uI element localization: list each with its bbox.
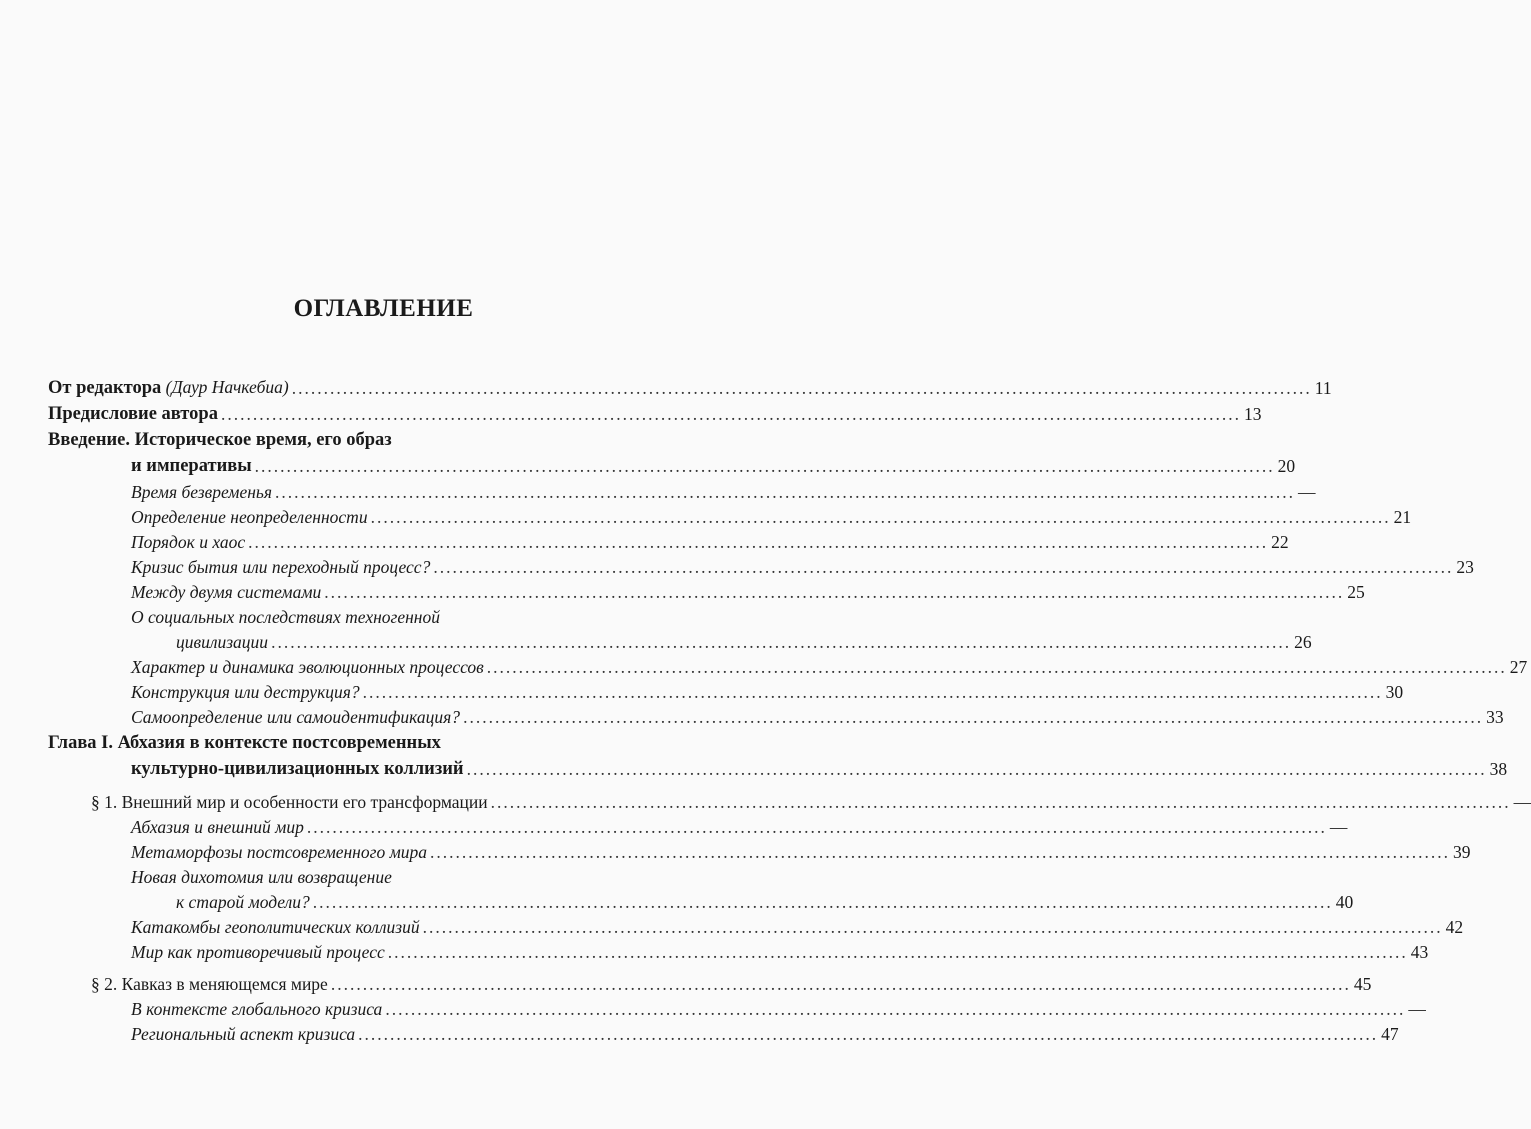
toc-entry — [131, 530, 1289, 554]
toc-entry-preface — [48, 402, 1262, 426]
dot-leader: ................................................................................................................................................................ — [486, 657, 1507, 677]
dot-leader: ................................................................................................................................................................ — [324, 582, 1345, 602]
toc-entry-label: Определение неопределенности — [131, 507, 368, 527]
dot-leader: ................................................................................................................................................................ — [430, 842, 1450, 862]
toc-page-number: 42 — [1445, 917, 1464, 937]
toc-page-number: 11 — [1314, 378, 1332, 398]
dot-leader: ................................................................................................................................................................ — [387, 942, 1408, 962]
toc-page-number: 26 — [1294, 632, 1312, 652]
dot-leader: ................................................................................................................................................................ — [254, 456, 1275, 476]
toc-entry-label: § 1. Внешний мир и особенности его трансформации — [91, 792, 488, 812]
toc-entry-section-1 — [91, 790, 1531, 814]
dot-leader: ................................................................................................................................................................ — [271, 632, 1292, 652]
toc-entry-label: и императивы — [131, 456, 252, 476]
toc-page-number: — — [1298, 482, 1316, 502]
dot-leader: ................................................................................................................................................................ — [275, 482, 1296, 502]
toc-page-number: 38 — [1489, 759, 1508, 779]
toc-entry-label: Конструкция или деструкция? — [131, 682, 360, 702]
toc-entry-section-2 — [91, 972, 1372, 996]
toc-entry-label: Мир как противоречивый процесс — [131, 942, 385, 962]
page-title: ОГЛАВЛЕНИЕ — [293, 295, 474, 322]
toc-entry — [131, 815, 1348, 839]
dot-leader: ................................................................................................................................................................ — [220, 404, 1241, 424]
toc-entry-label: В контексте глобального кризиса — [131, 999, 383, 1019]
toc-entry — [131, 555, 1474, 579]
toc-page-number: 21 — [1393, 507, 1412, 527]
toc-page-number: — — [1329, 817, 1348, 837]
toc-page-number: 45 — [1353, 974, 1372, 994]
toc-entry-introduction — [131, 454, 1296, 478]
toc-page-number: 25 — [1347, 582, 1365, 602]
toc-entry-label: Самоопределение или самоидентификация? — [131, 707, 461, 727]
toc-entry — [131, 705, 1504, 729]
toc-entry-label: Метаморфозы постсовременного мира — [131, 842, 427, 862]
toc-page-number: 33 — [1486, 707, 1504, 727]
toc-entry-label: Время безвременья — [131, 482, 273, 502]
dot-leader: ................................................................................................................................................................ — [330, 974, 1351, 994]
dot-leader: ................................................................................................................................................................ — [291, 378, 1312, 398]
toc-page-number: 47 — [1381, 1024, 1399, 1044]
toc-entry-line1: О социальных последствиях техногенной — [131, 607, 440, 627]
toc-entry-label: цивилизации — [176, 632, 269, 652]
toc-entry — [131, 940, 1429, 964]
toc-page-number: 27 — [1509, 657, 1528, 677]
toc-page-number: — — [1408, 999, 1426, 1019]
toc-page-number: 43 — [1410, 942, 1429, 962]
toc-entry — [131, 505, 1412, 529]
toc-entry-label: Абхазия и внешний мир — [131, 817, 304, 837]
toc-entry — [131, 480, 1316, 504]
toc-page-number: 22 — [1271, 532, 1289, 552]
toc-entry-label: Региональный аспект кризиса — [131, 1024, 356, 1044]
toc-entry — [131, 655, 1528, 679]
dot-leader: ................................................................................................................................................................ — [433, 557, 1454, 577]
toc-entry-chapter-1 — [131, 757, 1508, 781]
dot-leader: ................................................................................................................................................................ — [490, 792, 1511, 812]
toc-entry-label: к старой модели? — [176, 892, 310, 912]
dot-leader: ................................................................................................................................................................ — [385, 999, 1406, 1019]
toc-entry — [131, 680, 1404, 704]
dot-leader: ................................................................................................................................................................ — [306, 817, 1327, 837]
dot-leader: ................................................................................................................................................................ — [248, 532, 1269, 552]
toc-entry — [131, 580, 1365, 604]
toc-entry-label: Порядок и хаос — [131, 532, 246, 552]
toc-entry-label: Предисловие автора — [48, 404, 218, 424]
dot-leader: ................................................................................................................................................................ — [362, 682, 1383, 702]
toc-page-number: 20 — [1277, 456, 1296, 476]
toc-page-number: — — [1513, 792, 1531, 812]
toc-entry — [176, 890, 1354, 914]
toc-entry-label: § 2. Кавказ в меняющемся мире — [91, 974, 328, 994]
toc-entry — [131, 915, 1464, 939]
toc-page-number: 23 — [1456, 557, 1474, 577]
dot-leader: ................................................................................................................................................................ — [463, 707, 1484, 727]
dot-leader: ................................................................................................................................................................ — [466, 759, 1487, 779]
dot-leader: ................................................................................................................................................................ — [312, 892, 1333, 912]
toc-page-number: 30 — [1385, 682, 1404, 702]
toc-page-number: 40 — [1335, 892, 1354, 912]
toc-entry-editor — [48, 376, 1332, 400]
toc-page-number: 13 — [1243, 404, 1262, 424]
toc-entry-chapter-1-line1: Глава I. Абхазия в контексте постсовременных — [48, 733, 441, 753]
toc-entry — [176, 630, 1312, 654]
dot-leader: ................................................................................................................................................................ — [358, 1024, 1379, 1044]
toc-entry — [131, 1022, 1399, 1046]
toc-entry-label: Катакомбы геополитических коллизий — [131, 917, 420, 937]
toc-entry-label: Кризис бытия или переходный процесс? — [131, 557, 431, 577]
toc-entry-label: культурно-цивилизационных коллизий — [131, 759, 464, 779]
toc-entry-author: (Даур Начкебиа) — [165, 377, 289, 397]
toc-entry — [131, 840, 1471, 864]
toc-entry-label: Характер и динамика эволюционных процессов — [131, 657, 484, 677]
toc-entry-introduction-line1: Введение. Историческое время, его образ — [48, 430, 392, 450]
toc-entry-label: От редактора — [48, 378, 162, 398]
toc-page-number: 39 — [1453, 842, 1471, 862]
dot-leader: ................................................................................................................................................................ — [370, 507, 1391, 527]
toc-entry — [131, 997, 1426, 1021]
toc-entry-line1: Новая дихотомия или возвращение — [131, 867, 392, 887]
toc-entry-label: Между двумя системами — [131, 582, 322, 602]
dot-leader: ................................................................................................................................................................ — [422, 917, 1443, 937]
